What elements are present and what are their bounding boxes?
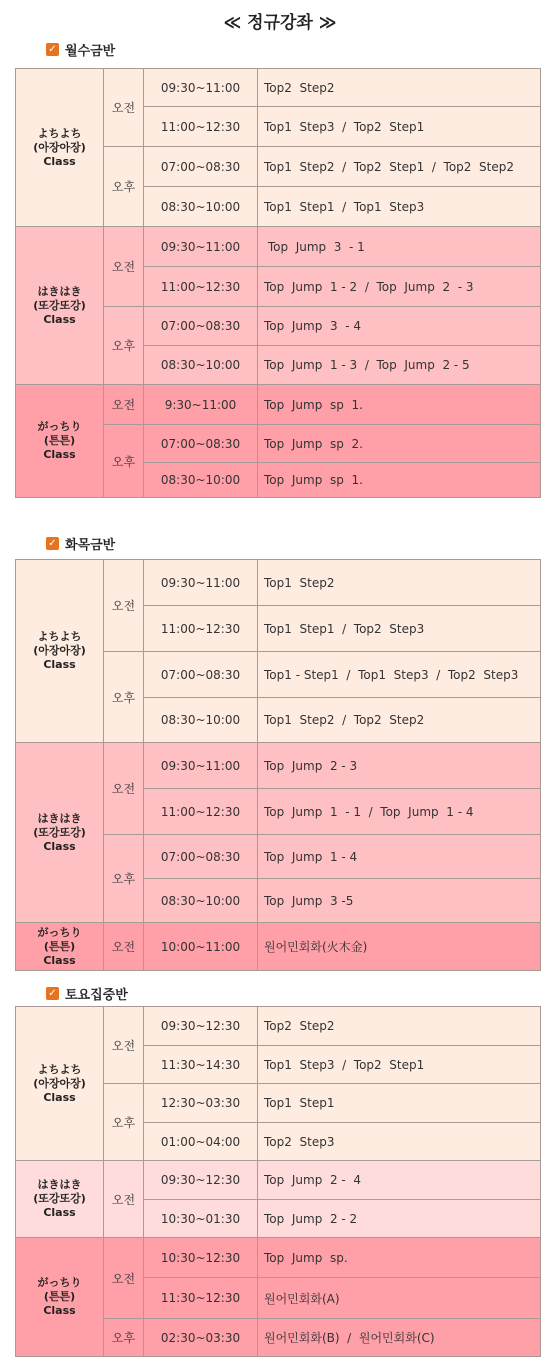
period-cell: 오후: [104, 1084, 144, 1161]
level-cell: Top1 Step1 / Top2 Step3: [258, 606, 541, 652]
period-cell: 오전: [104, 743, 144, 835]
time-cell: 10:00~11:00: [144, 923, 258, 971]
level-cell: Top2 Step3: [258, 1123, 541, 1161]
time-cell: 12:30~03:30: [144, 1084, 258, 1123]
class-name-line: (튼튼): [43, 1290, 76, 1303]
checkbox-icon: ✓: [46, 43, 59, 56]
time-cell: 08:30~10:00: [144, 879, 258, 923]
time-cell: 09:30~11:00: [144, 69, 258, 107]
time-cell: 08:30~10:00: [144, 463, 258, 498]
class-name-line: がっちり: [37, 1276, 82, 1289]
class-name-line: Class: [43, 154, 76, 168]
level-cell: Top Jump sp.: [258, 1238, 541, 1278]
section-heading: [46, 984, 128, 1003]
section-title: 화목금반: [65, 538, 116, 553]
time-cell: 9:30~11:00: [144, 385, 258, 425]
class-name-line: Class: [43, 448, 76, 461]
level-cell: Top1 Step1: [258, 1084, 541, 1123]
class-name-line: がっちり: [37, 420, 82, 433]
schedule-table: [15, 68, 541, 498]
level-cell: Top Jump 3 - 1: [258, 227, 541, 267]
class-name-line: (아장아장): [33, 644, 86, 657]
level-cell: Top Jump 2 - 2: [258, 1200, 541, 1238]
class-name-cell: [16, 385, 104, 498]
class-name-line: がっちり: [37, 925, 82, 939]
level-cell: Top Jump 3 - 4: [258, 307, 541, 346]
table-row: [16, 69, 541, 107]
level-cell: Top2 Step2: [258, 1007, 541, 1046]
period-cell: 오전: [104, 560, 144, 652]
class-name-line: (아장아장): [33, 140, 86, 154]
time-cell: 09:30~11:00: [144, 560, 258, 606]
level-cell: 원어민회화(火木金): [258, 923, 541, 971]
level-cell: Top Jump 2 - 4: [258, 1161, 541, 1200]
time-cell: 02:30~03:30: [144, 1319, 258, 1357]
class-name-line: Class: [43, 953, 76, 967]
level-cell: Top1 Step2 / Top2 Step1 / Top2 Step2: [258, 147, 541, 187]
section-heading: [46, 534, 115, 553]
table-row: [16, 385, 541, 425]
class-name-line: (또강또강): [33, 1192, 86, 1205]
class-name-line: よちよち: [37, 630, 82, 643]
level-cell: Top Jump 1 - 4: [258, 835, 541, 879]
level-cell: Top Jump 2 - 3: [258, 743, 541, 789]
class-name-line: はきはき: [37, 811, 82, 825]
class-name-cell: [16, 69, 104, 227]
time-cell: 08:30~10:00: [144, 187, 258, 227]
time-cell: 11:30~12:30: [144, 1278, 258, 1319]
time-cell: 01:00~04:00: [144, 1123, 258, 1161]
level-cell: Top1 Step2 / Top2 Step2: [258, 698, 541, 743]
level-cell: Top1 Step3 / Top2 Step1: [258, 1046, 541, 1084]
class-name-cell: [16, 1007, 104, 1161]
time-cell: 07:00~08:30: [144, 425, 258, 463]
class-name-line: (튼튼): [43, 434, 76, 447]
time-cell: 11:00~12:30: [144, 606, 258, 652]
period-cell: 오후: [104, 652, 144, 743]
level-cell: Top Jump sp 1.: [258, 385, 541, 425]
class-name-line: よちよち: [37, 126, 82, 140]
page-title: ≪ 정규강좌 ≫: [223, 13, 337, 33]
class-name-line: Class: [43, 1206, 76, 1219]
class-name-line: Class: [43, 1090, 76, 1104]
period-cell: 오후: [104, 835, 144, 923]
period-cell: 오전: [104, 923, 144, 971]
time-cell: 07:00~08:30: [144, 147, 258, 187]
schedule-table: [15, 1006, 541, 1357]
class-name-line: Class: [43, 1304, 76, 1317]
table-row: [16, 923, 541, 971]
level-cell: Top Jump 1 - 3 / Top Jump 2 - 5: [258, 346, 541, 385]
class-name-cell: [16, 1161, 104, 1238]
time-cell: 08:30~10:00: [144, 346, 258, 385]
period-cell: 오전: [104, 1007, 144, 1084]
level-cell: Top1 Step3 / Top2 Step1: [258, 107, 541, 147]
level-cell: Top Jump 1 - 2 / Top Jump 2 - 3: [258, 267, 541, 307]
section-heading: [46, 40, 115, 59]
table-row: [16, 743, 541, 789]
time-cell: 11:30~14:30: [144, 1046, 258, 1084]
class-name-cell: [16, 560, 104, 743]
class-name-line: Class: [43, 312, 76, 326]
time-cell: 09:30~12:30: [144, 1007, 258, 1046]
period-cell: 오전: [104, 385, 144, 425]
class-name-cell: [16, 1238, 104, 1357]
time-cell: 09:30~11:00: [144, 227, 258, 267]
class-name-line: Class: [43, 839, 76, 853]
time-cell: 07:00~08:30: [144, 835, 258, 879]
time-cell: 09:30~12:30: [144, 1161, 258, 1200]
schedule-table: [15, 559, 541, 971]
table-row: [16, 1238, 541, 1278]
checkbox-icon: ✓: [46, 987, 59, 1000]
table-row: [16, 227, 541, 267]
level-cell: Top1 - Step1 / Top1 Step3 / Top2 Step3: [258, 652, 541, 698]
class-name-line: (또강또강): [33, 298, 86, 312]
period-cell: 오전: [104, 227, 144, 307]
class-name-cell: [16, 227, 104, 385]
class-name-line: はきはき: [37, 284, 82, 298]
period-cell: 오후: [104, 147, 144, 227]
level-cell: Top1 Step1 / Top1 Step3: [258, 187, 541, 227]
table-row: [16, 1007, 541, 1046]
period-cell: 오전: [104, 1238, 144, 1319]
level-cell: Top Jump sp 1.: [258, 463, 541, 498]
class-name-cell: [16, 743, 104, 923]
time-cell: 10:30~12:30: [144, 1238, 258, 1278]
class-name-line: よちよち: [37, 1062, 82, 1076]
time-cell: 11:00~12:30: [144, 789, 258, 835]
level-cell: Top Jump 1 - 1 / Top Jump 1 - 4: [258, 789, 541, 835]
table-row: [16, 560, 541, 606]
period-cell: 오전: [104, 1161, 144, 1238]
level-cell: Top1 Step2: [258, 560, 541, 606]
time-cell: 11:00~12:30: [144, 267, 258, 307]
level-cell: 원어민회화(B) / 원어민회화(C): [258, 1319, 541, 1357]
time-cell: 07:00~08:30: [144, 307, 258, 346]
period-cell: 오전: [104, 69, 144, 147]
class-name-line: Class: [43, 658, 76, 671]
class-name-line: (아장아장): [33, 1076, 86, 1090]
time-cell: 07:00~08:30: [144, 652, 258, 698]
class-name-cell: [16, 923, 104, 971]
period-cell: 오후: [104, 1319, 144, 1357]
section-title: 토요집중반: [65, 988, 128, 1003]
class-name-line: はきはき: [37, 1178, 82, 1191]
checkbox-icon: ✓: [46, 537, 59, 550]
class-name-line: (튼튼): [43, 939, 76, 953]
level-cell: Top2 Step2: [258, 69, 541, 107]
time-cell: 10:30~01:30: [144, 1200, 258, 1238]
level-cell: 원어민회화(A): [258, 1278, 541, 1319]
level-cell: Top Jump 3 -5: [258, 879, 541, 923]
table-row: [16, 1161, 541, 1200]
class-name-line: (또강또강): [33, 825, 86, 839]
time-cell: 09:30~11:00: [144, 743, 258, 789]
time-cell: 08:30~10:00: [144, 698, 258, 743]
period-cell: 오후: [104, 425, 144, 498]
period-cell: 오후: [104, 307, 144, 385]
time-cell: 11:00~12:30: [144, 107, 258, 147]
level-cell: Top Jump sp 2.: [258, 425, 541, 463]
section-title: 월수금반: [65, 44, 116, 59]
